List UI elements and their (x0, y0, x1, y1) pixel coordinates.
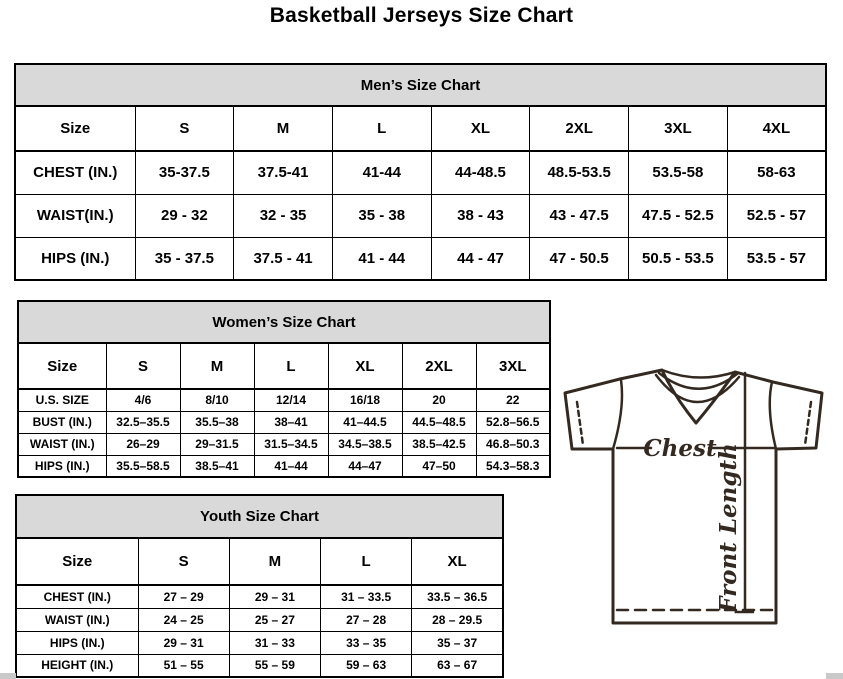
row-label: HEIGHT (IN.) (16, 654, 138, 677)
table-cell: 53.5 - 57 (727, 237, 826, 280)
table-cell: 37.5 - 41 (234, 237, 333, 280)
table-cell: 35 - 38 (332, 194, 431, 237)
table-cell: 47–50 (402, 455, 476, 477)
table-cell: 16/18 (328, 389, 402, 411)
row-label: CHEST (IN.) (16, 585, 138, 608)
column-header: M (234, 106, 333, 151)
column-header: 3XL (476, 343, 550, 389)
column-header: Size (15, 106, 135, 151)
table-cell: 52.5 - 57 (727, 194, 826, 237)
row-label: WAIST (IN.) (16, 608, 138, 631)
front-length-label: Front Length (715, 443, 742, 613)
table-cell: 26–29 (106, 433, 180, 455)
table-cell: 37.5-41 (234, 151, 333, 194)
table-cell: 8/10 (180, 389, 254, 411)
table-cell: 44-48.5 (431, 151, 530, 194)
collar-arc-1 (662, 370, 735, 378)
table-cell: 47 - 50.5 (530, 237, 629, 280)
column-header: 3XL (629, 106, 728, 151)
table-cell: 12/14 (254, 389, 328, 411)
table-cell: 35-37.5 (135, 151, 234, 194)
table-cell: 41–44.5 (328, 411, 402, 433)
table-cell: 38–41 (254, 411, 328, 433)
table-cell: 53.5-58 (629, 151, 728, 194)
jersey-outline (565, 370, 822, 623)
column-header: 4XL (727, 106, 826, 151)
youth-size-table (15, 494, 504, 678)
table-cell: 28 – 29.5 (412, 608, 503, 631)
column-header: L (254, 343, 328, 389)
table-cell: 27 – 28 (321, 608, 412, 631)
table-cell: 35.5–58.5 (106, 455, 180, 477)
table-cell: 32.5–35.5 (106, 411, 180, 433)
table-cell: 31 – 33 (229, 631, 320, 654)
row-label: U.S. SIZE (18, 389, 106, 411)
table-cell: 50.5 - 53.5 (629, 237, 728, 280)
column-header: XL (328, 343, 402, 389)
table-cell: 44 - 47 (431, 237, 530, 280)
womens-size-table (17, 300, 551, 478)
table-cell: 4/6 (106, 389, 180, 411)
row-label: WAIST (IN.) (18, 433, 106, 455)
mens-size-table (14, 63, 827, 281)
table-cell: 35 - 37.5 (135, 237, 234, 280)
table-cell: 29 - 32 (135, 194, 234, 237)
table-cell: 54.3–58.3 (476, 455, 550, 477)
table-cell: 31.5–34.5 (254, 433, 328, 455)
table-cell: 58-63 (727, 151, 826, 194)
row-label: CHEST (IN.) (15, 151, 135, 194)
table-cell: 29 – 31 (138, 631, 229, 654)
column-header: L (321, 538, 412, 585)
table-cell: 38.5–41 (180, 455, 254, 477)
table-cell: 59 – 63 (321, 654, 412, 677)
table-cell: 41–44 (254, 455, 328, 477)
table-cell: 29 – 31 (229, 585, 320, 608)
table-cell: 20 (402, 389, 476, 411)
table-cell: 32 - 35 (234, 194, 333, 237)
table-cell: 51 – 55 (138, 654, 229, 677)
chest-label: Chest (643, 435, 717, 462)
jersey-diagram-svg (555, 360, 840, 630)
cropped-fragment-left (0, 673, 16, 679)
column-header: 2XL (402, 343, 476, 389)
table-cell: 55 – 59 (229, 654, 320, 677)
row-label: HIPS (IN.) (16, 631, 138, 654)
table-title: Men’s Size Chart (15, 64, 826, 106)
table-cell: 35.5–38 (180, 411, 254, 433)
table-cell: 43 - 47.5 (530, 194, 629, 237)
row-label: BUST (IN.) (18, 411, 106, 433)
column-header: Size (16, 538, 138, 585)
column-header: XL (431, 106, 530, 151)
table-cell: 33.5 – 36.5 (412, 585, 503, 608)
column-header: L (332, 106, 431, 151)
table-cell: 27 – 29 (138, 585, 229, 608)
table-title: Women’s Size Chart (18, 301, 550, 343)
column-header: XL (412, 538, 503, 585)
table-cell: 48.5-53.5 (530, 151, 629, 194)
table-cell: 46.8–50.3 (476, 433, 550, 455)
column-header: S (106, 343, 180, 389)
table-cell: 31 – 33.5 (321, 585, 412, 608)
column-header: M (229, 538, 320, 585)
column-header: S (138, 538, 229, 585)
table-cell: 22 (476, 389, 550, 411)
table-cell: 35 – 37 (412, 631, 503, 654)
column-header: 2XL (530, 106, 629, 151)
table-cell: 38 - 43 (431, 194, 530, 237)
table-cell: 33 – 35 (321, 631, 412, 654)
row-label: HIPS (IN.) (15, 237, 135, 280)
cropped-fragment-right (826, 673, 843, 679)
table-cell: 47.5 - 52.5 (629, 194, 728, 237)
table-cell: 24 – 25 (138, 608, 229, 631)
table-cell: 44–47 (328, 455, 402, 477)
jersey-measurement-diagram (555, 360, 840, 630)
table-cell: 34.5–38.5 (328, 433, 402, 455)
table-cell: 44.5–48.5 (402, 411, 476, 433)
page-title: Basketball Jerseys Size Chart (269, 4, 574, 27)
table-cell: 29–31.5 (180, 433, 254, 455)
column-header: M (180, 343, 254, 389)
column-header: S (135, 106, 234, 151)
column-header: Size (18, 343, 106, 389)
table-title: Youth Size Chart (16, 495, 503, 538)
table-cell: 41 - 44 (332, 237, 431, 280)
table-cell: 52.8–56.5 (476, 411, 550, 433)
table-cell: 63 – 67 (412, 654, 503, 677)
row-label: WAIST(IN.) (15, 194, 135, 237)
table-cell: 38.5–42.5 (402, 433, 476, 455)
table-cell: 41-44 (332, 151, 431, 194)
row-label: HIPS (IN.) (18, 455, 106, 477)
table-cell: 25 – 27 (229, 608, 320, 631)
